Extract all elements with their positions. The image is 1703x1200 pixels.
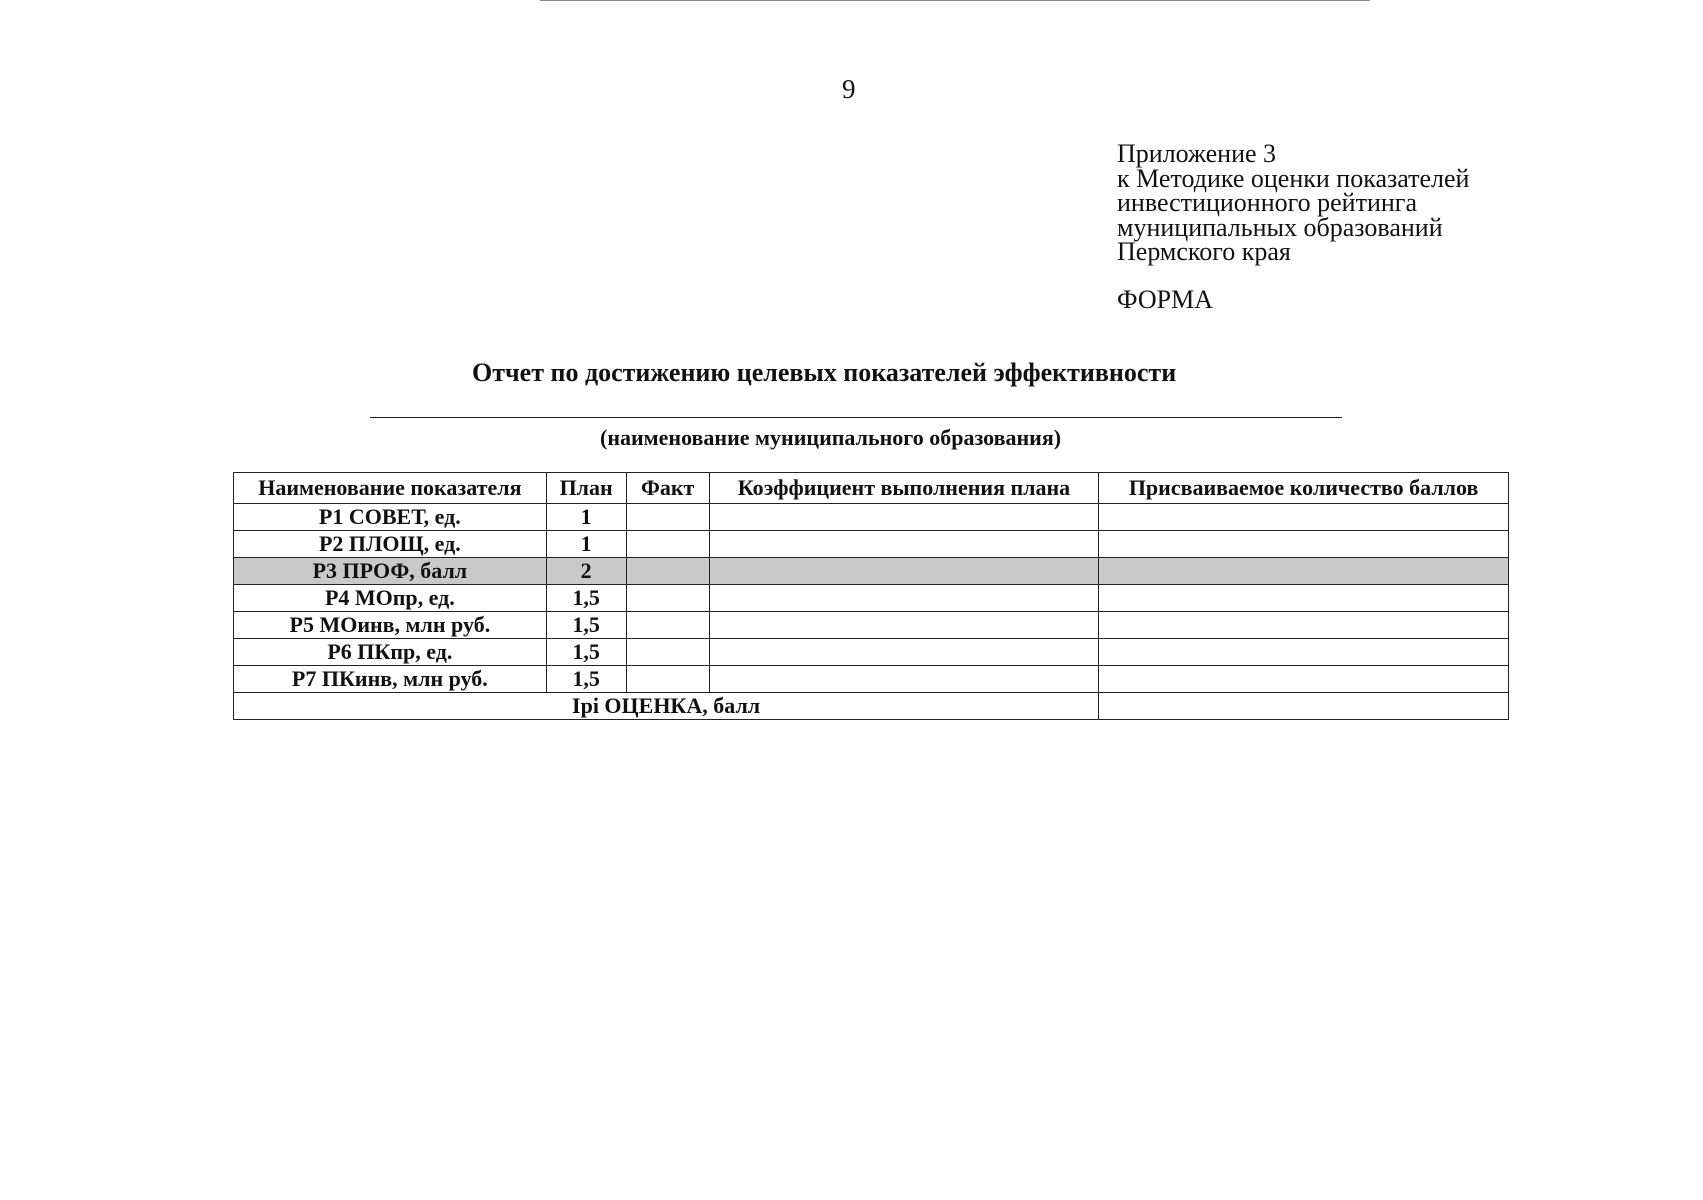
total-score-cell: [1099, 693, 1509, 720]
table-header-row: [234, 473, 1509, 504]
coefficient-cell: [709, 531, 1098, 558]
plan-value: 2: [546, 558, 626, 585]
header-name: Наименование показателя: [234, 473, 547, 504]
coefficient-cell: [709, 612, 1098, 639]
fact-cell: [626, 531, 709, 558]
total-row: [234, 693, 1509, 720]
fact-cell: [626, 666, 709, 693]
plan-value: 1: [546, 531, 626, 558]
header-coefficient: Коэффициент выполнения плана: [709, 473, 1098, 504]
table-row: [234, 666, 1509, 693]
header-plan: План: [546, 473, 626, 504]
total-label: Ipi ОЦЕНКА, балл: [234, 693, 1099, 720]
coefficient-cell: [709, 585, 1098, 612]
score-cell: [1099, 666, 1509, 693]
coefficient-cell: [709, 639, 1098, 666]
appendix-line: инвестиционного рейтинга: [1117, 188, 1417, 217]
indicators-table: [233, 472, 1509, 720]
fact-cell: [626, 639, 709, 666]
table-row: [234, 612, 1509, 639]
coefficient-cell: [709, 666, 1098, 693]
page-number: 9: [842, 74, 856, 104]
table-row: [234, 504, 1509, 531]
header-score: Присваиваемое количество баллов: [1099, 473, 1509, 504]
indicator-name: Р1 СОВЕТ, ед.: [234, 504, 547, 531]
indicator-name: Р3 ПРОФ, балл: [234, 558, 547, 585]
indicator-name: Р4 МОпр, ед.: [234, 585, 547, 612]
plan-value: 1,5: [546, 639, 626, 666]
indicator-name: Р5 МОинв, млн руб.: [234, 612, 547, 639]
fact-cell: [626, 558, 709, 585]
indicator-name: Р7 ПКинв, млн руб.: [234, 666, 547, 693]
appendix-line: к Методике оценки показателей: [1117, 163, 1470, 193]
plan-value: 1,5: [546, 585, 626, 612]
form-label: ФОРМА: [1117, 285, 1213, 314]
score-cell: [1099, 585, 1509, 612]
score-cell: [1099, 504, 1509, 531]
header-fact: Факт: [626, 473, 709, 504]
coefficient-cell: [709, 558, 1098, 585]
indicator-name: Р6 ПКпр, ед.: [234, 639, 547, 666]
plan-value: 1,5: [546, 666, 626, 693]
table-row: [234, 585, 1509, 612]
fact-cell: [626, 612, 709, 639]
score-cell: [1099, 612, 1509, 639]
report-title: Отчет по достижению целевых показателей эффективности: [472, 358, 1177, 387]
appendix-header: [1117, 139, 1470, 266]
score-cell: [1099, 531, 1509, 558]
municipality-name-line: [370, 417, 1342, 418]
indicator-name: Р2 ПЛОЩ, ед.: [234, 531, 547, 558]
fact-cell: [626, 504, 709, 531]
table-row: [234, 558, 1509, 585]
plan-value: 1,5: [546, 612, 626, 639]
appendix-line: муниципальных образований: [1117, 212, 1443, 242]
plan-value: 1: [546, 504, 626, 531]
appendix-line: Приложение 3: [1117, 139, 1277, 168]
fact-cell: [626, 585, 709, 612]
score-cell: [1099, 558, 1509, 585]
municipality-name-caption: (наименование муниципального образования): [600, 425, 1062, 450]
appendix-line: Пермского края: [1117, 237, 1291, 266]
scan-top-edge-line: [540, 0, 1370, 1]
score-cell: [1099, 639, 1509, 666]
coefficient-cell: [709, 504, 1098, 531]
table-row: [234, 531, 1509, 558]
table-row: [234, 639, 1509, 666]
